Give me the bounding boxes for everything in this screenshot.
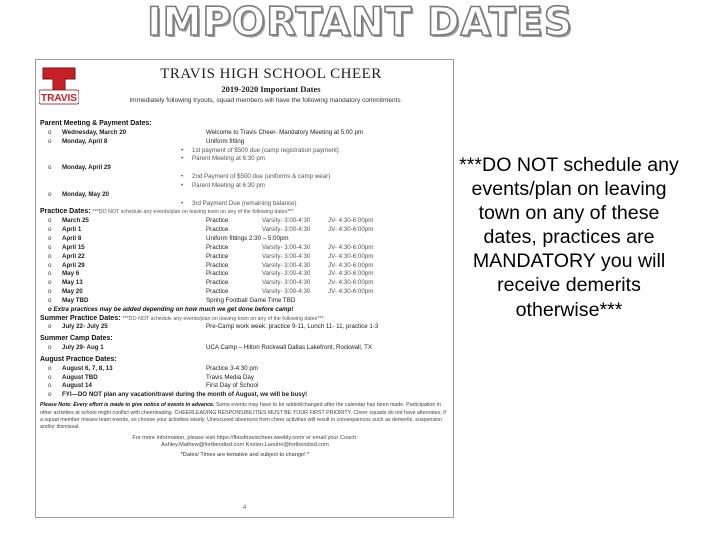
row-event: Practice bbox=[206, 217, 229, 225]
svg-text:TRAVIS: TRAVIS bbox=[41, 93, 77, 104]
row-date: July 22- July 25 bbox=[62, 323, 108, 331]
schedule-row bbox=[40, 297, 450, 306]
subrow-text: 3rd Payment Due (remaining balance) bbox=[192, 199, 297, 207]
schedule-row bbox=[40, 138, 450, 147]
schedule-row bbox=[40, 235, 450, 244]
row-event: Practice bbox=[206, 243, 229, 251]
row-event: Uniform fitting bbox=[206, 137, 245, 145]
document-subtitle: 2019-2020 Important Dates bbox=[221, 84, 321, 94]
row-date: FYI—DO NOT plan any vacation/travel during the month of August, we will be busy! bbox=[62, 391, 308, 399]
row-bullet: o bbox=[48, 296, 52, 304]
row-date: August TBD bbox=[62, 373, 98, 381]
row-date: April 29 bbox=[62, 261, 85, 269]
practice-dates-note: ***DO NOT schedule any events/plan on leaving town on any of the following dates*** bbox=[92, 209, 294, 216]
extra-practices-note: o Extra practices may be added depending on how much we get done before camp! bbox=[48, 305, 294, 313]
row-varsity-time: Varsity- 3:00-4:30 bbox=[262, 270, 311, 278]
summer-practice-list bbox=[40, 323, 450, 332]
row-date: April 15 bbox=[62, 243, 85, 251]
subrow-text: 2nd Payment of $500 due (uniforms & camp wear) bbox=[192, 173, 331, 181]
notice-lead: Please Note: Every effort is made to give notice of events in advance. bbox=[40, 402, 215, 409]
row-date: April 8 bbox=[62, 234, 82, 242]
row-event: Pre-Camp work week: practice 9-11, Lunch 11- 11, practice 1-3 bbox=[206, 323, 379, 331]
row-varsity-time: Varsity- 3:00-4:30 bbox=[262, 217, 311, 225]
row-bullet: o bbox=[48, 270, 52, 278]
schedule-row bbox=[40, 270, 450, 279]
practice-dates-heading: Practice Dates: ***DO NOT schedule any events/plan on leaving town on any of the following dates*** bbox=[40, 208, 294, 216]
row-event: Practice 3-4:30 pm bbox=[206, 364, 258, 372]
summer-practice-heading: Summer Practice Dates: ***DO NOT schedule any events/plan on leaving town on any of the following dates*** bbox=[40, 314, 324, 322]
row-event: Practice bbox=[206, 226, 229, 234]
row-bullet: o bbox=[48, 137, 52, 145]
row-date: Monday, April 8 bbox=[62, 137, 108, 145]
row-varsity-time: Varsity- 3:00-4:30 bbox=[262, 279, 311, 287]
schedule-row bbox=[40, 344, 450, 353]
row-date: March 25 bbox=[62, 217, 89, 225]
slide-title: IMPORTANT DATES bbox=[147, 0, 573, 45]
row-bullet: o bbox=[48, 234, 52, 242]
schedule-row bbox=[40, 323, 450, 332]
schedule-row bbox=[40, 253, 450, 262]
row-varsity-time: Varsity- 3:00-4:30 bbox=[262, 288, 311, 296]
row-event: Travis Media Day bbox=[206, 373, 254, 381]
schedule-row bbox=[40, 288, 450, 297]
notice-body: Some events may have to be added/changed after the calendar has been made. Participation in other activities at school might conflict with cheerleading. CHEERLEADING RESPONSIBILITIES MUST BE YOUR FIRST PRIORITY. Cheer squads do not have alternates; if a squad member misses team events, so choose your activities wisely. Unexcused absences from cheer activities will result in consequences such as demerits, suspension and/or dismissal. bbox=[40, 402, 446, 431]
row-jv-time: JV- 4:30-6:00pm bbox=[328, 261, 374, 269]
subrow-bullet: • bbox=[181, 173, 184, 181]
practice-dates-list bbox=[40, 217, 450, 305]
schedule-row bbox=[40, 244, 450, 253]
row-bullet: o bbox=[48, 323, 52, 331]
page-number: 4 bbox=[242, 505, 247, 511]
row-event: Uniform fittings 2:30 – 5:00pm bbox=[206, 234, 289, 242]
row-date: Monday, April 29 bbox=[62, 164, 111, 172]
schedule-subrow bbox=[40, 200, 450, 209]
row-bullet: o bbox=[48, 364, 52, 372]
row-date: May TBD bbox=[62, 296, 89, 304]
schedule-row bbox=[40, 129, 450, 138]
row-date: May 13 bbox=[62, 279, 83, 287]
row-date: Monday, May 20 bbox=[62, 190, 109, 198]
summer-camp-list bbox=[40, 344, 450, 353]
row-event: UCA Camp – Hilton Rockwall Dallas Lakefront, Rockwall, TX bbox=[206, 344, 372, 352]
summer-practice-note: ***DO NOT schedule any events/plan on leaving town on any of the following dates*** bbox=[122, 315, 324, 322]
subrow-bullet: • bbox=[181, 146, 184, 154]
row-date: August 6, 7, 8, 13 bbox=[62, 364, 113, 372]
row-event: Practice bbox=[206, 279, 229, 287]
row-date: April 1 bbox=[62, 226, 82, 234]
row-bullet: o bbox=[48, 344, 52, 352]
schedule-row bbox=[40, 391, 450, 400]
document-intro: Immediately following tryouts, squad members will have the following mandatory commitments bbox=[129, 97, 401, 104]
schedule-row bbox=[40, 191, 450, 200]
schedule-subrow bbox=[40, 182, 450, 191]
row-event: Practice bbox=[206, 261, 229, 269]
august-practice-list bbox=[40, 365, 450, 400]
row-date: May 6 bbox=[62, 270, 80, 278]
subrow-text: Parent Meeting at 6:30 pm bbox=[192, 181, 265, 189]
schedule-row bbox=[40, 382, 450, 391]
row-bullet: o bbox=[48, 217, 52, 225]
row-bullet: o bbox=[48, 226, 52, 234]
row-bullet: o bbox=[48, 252, 52, 260]
row-varsity-time: Varsity- 3:00-4:30 bbox=[262, 261, 311, 269]
row-event: Welcome to Travis Cheer- Mandatory Meeting at 5:00 pm bbox=[206, 128, 364, 136]
travis-logo-icon bbox=[39, 65, 79, 111]
row-event: Spring Football Game Time TBD bbox=[206, 296, 296, 304]
schedule-document bbox=[35, 59, 454, 518]
subrow-text: 1st payment of $500 due (camp registration payment) bbox=[192, 146, 339, 154]
row-jv-time: JV- 4:30-6:00pm bbox=[328, 226, 374, 234]
row-event: Practice bbox=[206, 252, 229, 260]
schedule-row bbox=[40, 365, 450, 374]
parent-meeting-list bbox=[40, 129, 450, 209]
row-event: First Day of School bbox=[206, 382, 259, 390]
notice-paragraph bbox=[40, 402, 450, 432]
schedule-subrow bbox=[40, 155, 450, 164]
row-bullet: o bbox=[48, 261, 52, 269]
row-jv-time: JV- 4:30-6:00pm bbox=[328, 243, 374, 251]
summer-camp-heading: Summer Camp Dates: bbox=[40, 335, 113, 343]
subrow-bullet: • bbox=[181, 155, 184, 163]
row-date: May 20 bbox=[62, 288, 83, 296]
schedule-row bbox=[40, 262, 450, 271]
row-date: August 14 bbox=[62, 382, 92, 390]
row-jv-time: JV- 4:30-6:00pm bbox=[328, 288, 374, 296]
row-bullet: o bbox=[48, 373, 52, 381]
row-bullet: o bbox=[48, 243, 52, 251]
schedule-subrow bbox=[40, 173, 450, 182]
more-info-text: For more information, please visit https://fbisdtravischeer.weebly.com/ or email your Coach: bbox=[132, 434, 358, 441]
row-jv-time: JV- 4:30-6:00pm bbox=[328, 270, 374, 278]
row-varsity-time: Varsity- 3:00-4:30 bbox=[262, 226, 311, 234]
row-bullet: o bbox=[48, 128, 52, 136]
row-varsity-time: Varsity- 3:00-4:30 bbox=[262, 252, 311, 260]
schedule-subrow bbox=[40, 147, 450, 156]
subrow-bullet: • bbox=[181, 181, 184, 189]
row-jv-time: JV- 4:30-6:00pm bbox=[328, 252, 374, 260]
schedule-row bbox=[40, 374, 450, 383]
row-bullet: o bbox=[48, 190, 52, 198]
row-date: Wednesday, March 20 bbox=[62, 128, 127, 136]
schedule-row bbox=[40, 164, 450, 173]
document-title: TRAVIS HIGH SCHOOL CHEER bbox=[160, 66, 382, 82]
schedule-row bbox=[40, 226, 450, 235]
row-event: Practice bbox=[206, 270, 229, 278]
row-jv-time: JV- 4:30-6:00pm bbox=[328, 279, 374, 287]
more-info bbox=[40, 435, 450, 450]
august-practice-heading: August Practice Dates: bbox=[40, 355, 117, 363]
row-date: July 29- Aug 1 bbox=[62, 344, 104, 352]
subrow-text: Parent Meeting at 6:30 pm bbox=[192, 155, 265, 163]
row-jv-time: JV- 4:30-6:00pm bbox=[328, 217, 374, 225]
coach-emails: Ashley.Mathew@fortbendisd.com Kristen.Laouhri@fortbendisd.com bbox=[161, 442, 329, 449]
row-bullet: o bbox=[48, 279, 52, 287]
schedule-row bbox=[40, 279, 450, 288]
parent-meeting-heading: Parent Meeting & Payment Dates: bbox=[40, 120, 152, 127]
row-bullet: o bbox=[48, 391, 52, 399]
row-varsity-time: Varsity- 3:00-4:30 bbox=[262, 243, 311, 251]
schedule-row bbox=[40, 217, 450, 226]
row-date: April 22 bbox=[62, 252, 85, 260]
side-note: ***DO NOT schedule any events/plan on leaving town on any of these dates, practices are MANDATORY you will receive demerits otherwise*** bbox=[459, 154, 679, 321]
tentative-note: *Dates/ Times are tentative and subject to change! * bbox=[180, 451, 310, 458]
row-event: Practice bbox=[206, 288, 229, 296]
row-bullet: o bbox=[48, 288, 52, 296]
row-bullet: o bbox=[48, 164, 52, 172]
document-body bbox=[40, 120, 450, 460]
document-header bbox=[36, 60, 453, 110]
subrow-bullet: • bbox=[181, 199, 184, 207]
row-bullet: o bbox=[48, 382, 52, 390]
